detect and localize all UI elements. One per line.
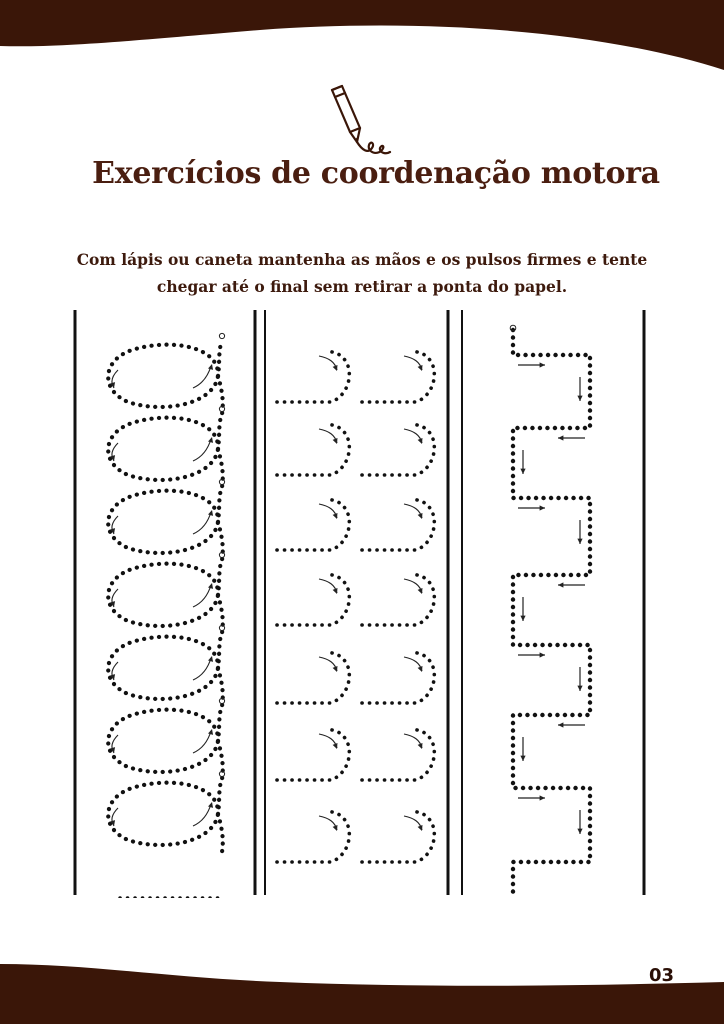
hook-tracing-path: [277, 500, 349, 550]
hook-tracing-path: [277, 425, 349, 475]
loop-tracing-path: [108, 486, 222, 553]
direction-arrow: [404, 429, 422, 444]
page-number: 03: [648, 965, 674, 986]
direction-arrow: [404, 734, 422, 749]
direction-arrow: [558, 722, 585, 727]
loop-tracing-tail: [218, 522, 223, 560]
direction-arrow: [518, 362, 545, 367]
direction-arrow: [319, 429, 337, 444]
start-marker: [219, 333, 224, 338]
direction-arrow: [577, 667, 582, 691]
direction-arrow: [193, 364, 213, 388]
direction-arrow: [193, 437, 213, 461]
tracing-worksheet: [70, 310, 650, 898]
direction-arrow: [404, 504, 422, 519]
direction-arrow: [193, 510, 213, 534]
direction-arrow: [193, 583, 213, 607]
loop-tracing-tail: [218, 814, 223, 852]
hook-tracing-path: [362, 425, 434, 475]
direction-arrow: [193, 802, 213, 826]
direction-arrow: [193, 729, 213, 753]
pencil-scribble-icon: [322, 82, 392, 162]
loop-tracing-path: [108, 705, 222, 772]
loop-tracing-tail: [218, 668, 223, 706]
direction-arrow: [577, 520, 582, 544]
direction-arrow: [404, 816, 422, 831]
direction-arrow: [319, 734, 337, 749]
direction-arrow: [193, 656, 213, 680]
direction-arrow: [404, 356, 422, 371]
hook-tracing-path: [362, 575, 434, 625]
loop-tracing-path: [108, 559, 222, 626]
hook-tracing-path: [277, 812, 349, 862]
loop-tracing-path: [108, 340, 222, 407]
hook-tracing-path: [277, 575, 349, 625]
direction-arrow: [518, 505, 545, 510]
direction-arrow: [520, 737, 525, 761]
direction-arrow: [558, 435, 585, 440]
hook-tracing-path: [362, 653, 434, 703]
loop-tracing-tail: [218, 595, 223, 633]
square-wave-tracing-path: [513, 330, 590, 898]
direction-arrow: [577, 810, 582, 834]
instructions-text: Com lápis ou caneta mantenha as mãos e os pulsos firmes e tente chegar até o final sem retirar a ponta do papel.: [76, 250, 648, 296]
direction-arrow: [577, 377, 582, 401]
loop-tracing-path: [108, 778, 222, 845]
direction-arrow: [558, 582, 585, 587]
direction-arrow: [520, 450, 525, 474]
direction-arrow: [404, 579, 422, 594]
direction-arrow: [518, 652, 545, 657]
hook-tracing-path: [362, 352, 434, 402]
loop-tracing-tail: [218, 376, 223, 414]
loop-tracing-path: [108, 413, 222, 480]
direction-arrow: [520, 597, 525, 621]
direction-arrow: [319, 504, 337, 519]
hook-tracing-path: [277, 730, 349, 780]
direction-arrow: [518, 795, 545, 800]
hook-tracing-path: [362, 812, 434, 862]
loop-tracing-tail: [218, 741, 223, 779]
top-wave-decoration: [0, 0, 724, 70]
direction-arrow: [404, 657, 422, 672]
loop-tracing-path: [108, 632, 222, 699]
hook-tracing-path: [362, 500, 434, 550]
page-title: Exercícios de coordenação motora: [92, 156, 660, 191]
bottom-wave-decoration: [0, 964, 724, 1024]
hook-tracing-path: [277, 653, 349, 703]
direction-arrow: [319, 816, 337, 831]
direction-arrow: [319, 579, 337, 594]
direction-arrow: [319, 657, 337, 672]
hook-tracing-path: [362, 730, 434, 780]
direction-arrow: [319, 356, 337, 371]
loop-tracing-tail: [218, 449, 223, 487]
hook-tracing-path: [277, 352, 349, 402]
